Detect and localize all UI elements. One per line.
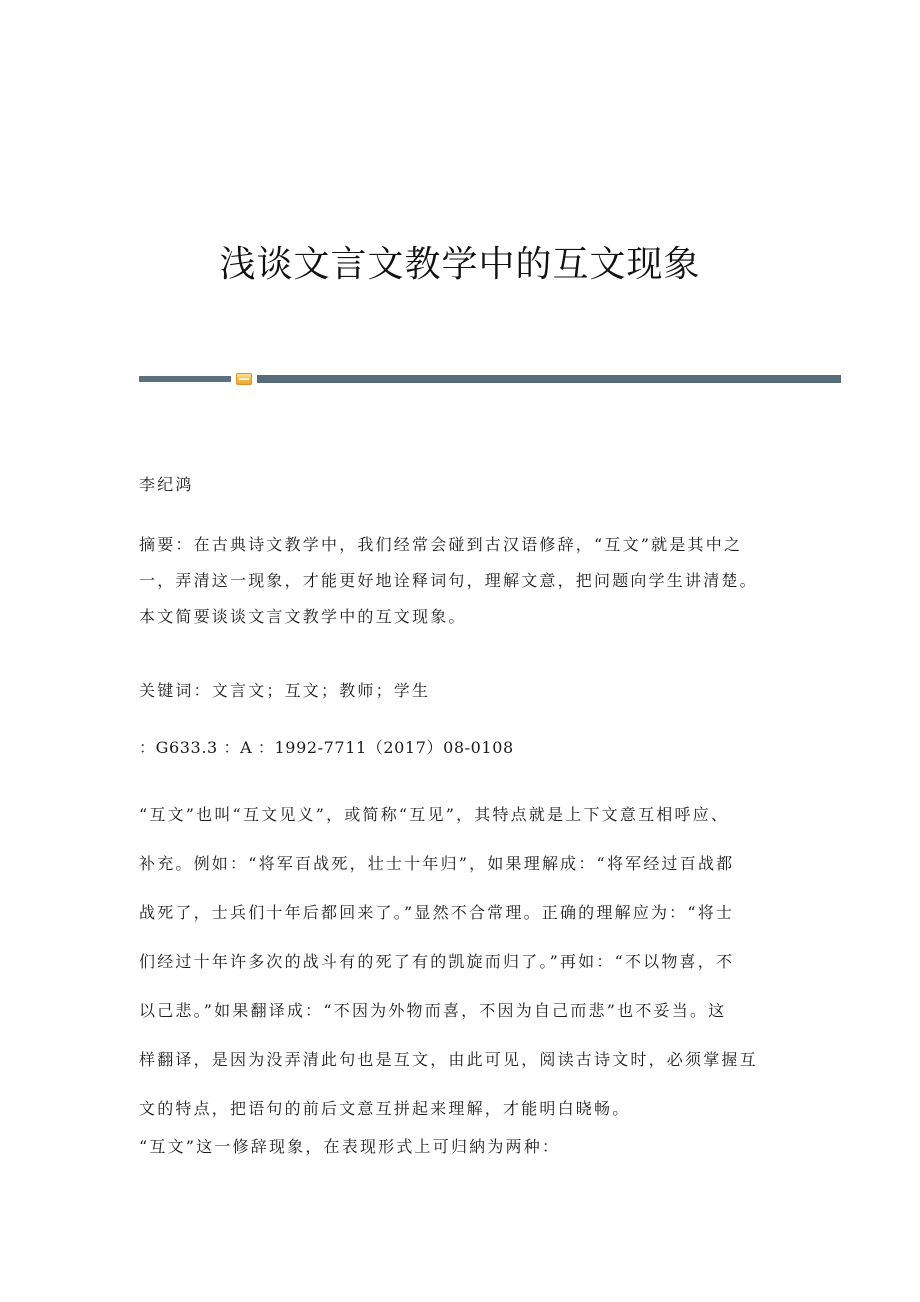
body-line: 们经过十年许多次的战斗有的死了有的凯旋而归了。”再如：“不以物喜，不 [139,952,735,971]
abstract-line: 一，弄清这一现象，才能更好地诠释词句，理解文意，把问题向学生讲清楚。 [139,571,758,590]
abstract-line: 本文简要谈谈文言文教学中的互文现象。 [139,607,467,626]
keywords: 关键词：文言文；互文；教师；学生 [139,681,431,700]
author-name: 李纪鸿 [139,475,194,494]
body-line: 文的特点，把语句的前后文意互拼起来理解，才能明白晓畅。 [139,1099,631,1118]
body-line: 样翻译，是因为没弄清此句也是互文，由此可见，阅读古诗文时，必须掌握互 [139,1050,758,1069]
body-paragraph: “互文”这一修辞现象，在表现形式上可归納为两种： [139,1137,561,1156]
body-line: 战死了，士兵们十年后都回来了。”显然不合常理。正确的理解应为：“将士 [139,903,735,922]
body-line: 以己悲。”如果翻译成：“不因为外物而喜，不因为自己而悲”也不妥当。这 [139,1001,727,1020]
divider-bar-right [257,375,841,383]
classification-info: ：G633.3 ：A ：1992-7711（2017）08-0108 [139,738,514,757]
divider-ornament-icon [236,373,252,385]
abstract-line: 摘要：在古典诗文教学中，我们经常会碰到古汉语修辞，“互文”就是其中之 [139,535,743,554]
body-paragraph [139,790,789,1133]
abstract [139,527,789,635]
title-divider [139,373,841,385]
divider-bar-left [139,376,231,382]
body-line: “互文”也叫“互文见义”，或简称“互见”，其特点就是上下文意互相呼应、 [139,805,730,824]
page-title: 浅谈文言文教学中的互文现象 [219,244,701,286]
body-line: 补充。例如：“将军百战死，壮士十年归”，如果理解成：“将军经过百战都 [139,854,735,873]
